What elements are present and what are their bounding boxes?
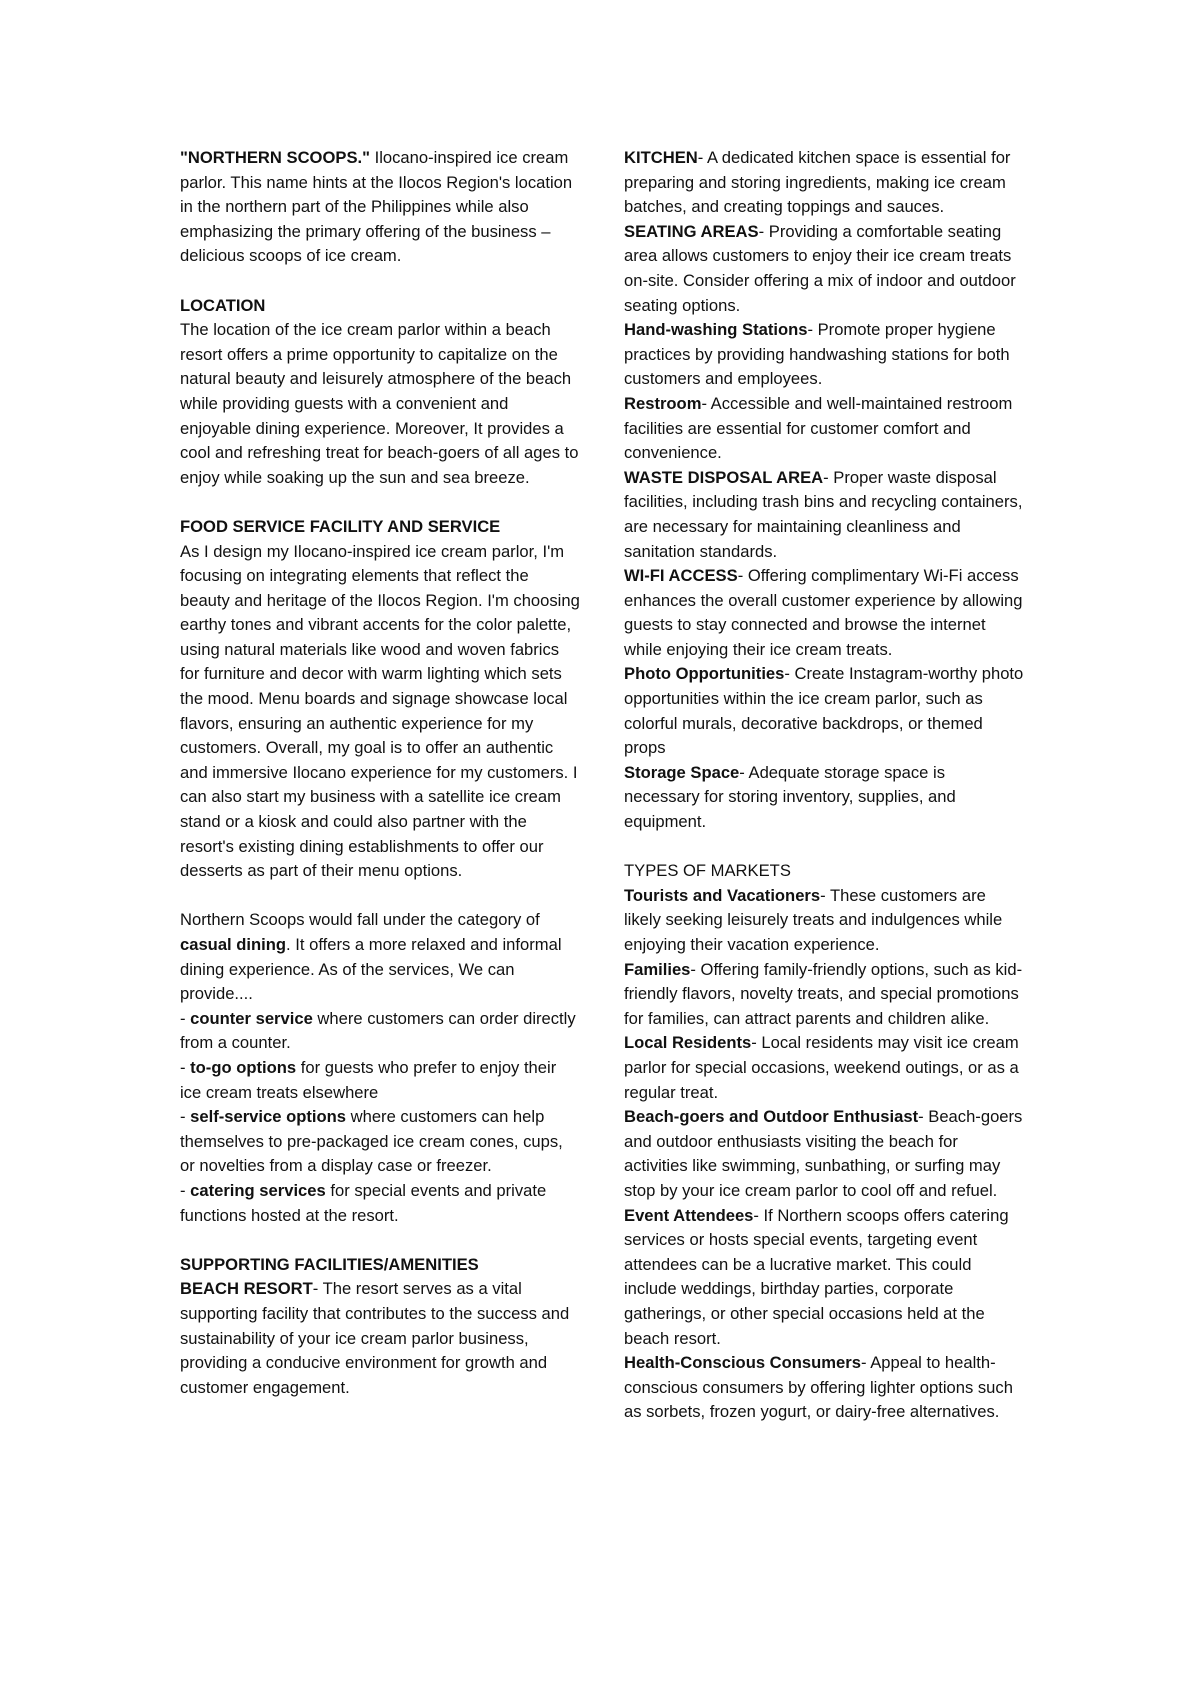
service-item bbox=[180, 1056, 580, 1105]
category-text-post: . It offers a more relaxed and informal dining experience. As of the services, We can provide.... bbox=[180, 935, 562, 1004]
service-item bbox=[180, 1007, 580, 1056]
service-text: where customers can order directly from a counter. bbox=[180, 1008, 576, 1053]
facility-item bbox=[624, 761, 1024, 835]
market-item bbox=[624, 1105, 1024, 1203]
facility-name: BEACH RESORT bbox=[180, 1279, 313, 1299]
market-name: Families bbox=[624, 959, 691, 979]
facility-item bbox=[624, 466, 1024, 564]
intro-paragraph bbox=[180, 146, 580, 269]
facility-text: - Proper waste disposal facilities, including trash bins and recycling containers, are necessary for maintaining cleanliness and sanitation standards. bbox=[624, 467, 1023, 561]
category-paragraph bbox=[180, 908, 580, 1006]
facility-item bbox=[624, 564, 1024, 662]
facility-name: WI-FI ACCESS bbox=[624, 566, 738, 586]
facility-name: Restroom bbox=[624, 393, 702, 413]
facility-text: - The resort serves as a vital supporting facility that contributes to the success and sustainability of your ice cream parlor business, providing a conducive environment for growth and customer engagement. bbox=[180, 1279, 570, 1397]
market-item bbox=[624, 1351, 1024, 1425]
market-item bbox=[624, 1204, 1024, 1352]
service-name: self-service options bbox=[190, 1107, 346, 1127]
facility-text: - A dedicated kitchen space is essential for preparing and storing ingredients, making ice cream batches, and creating toppings and sauces. bbox=[624, 148, 1011, 217]
facility-text: - Adequate storage space is necessary for storing inventory, supplies, and equipment. bbox=[624, 762, 956, 832]
service-item bbox=[180, 1179, 580, 1228]
service-text: for guests who prefer to enjoy their ice cream treats elsewhere bbox=[180, 1057, 557, 1102]
market-text: - Appeal to health-conscious consumers by offering lighter options such as sorbets, frozen yogurt, or dairy-free alternatives. bbox=[624, 1353, 1013, 1422]
facility-text: - Create Instagram-worthy photo opportunities within the ice cream parlor, such as colorful murals, decorative backdrops, or themed props bbox=[624, 664, 1024, 758]
service-text: where customers can help themselves to pre-packaged ice cream cones, cups, or novelties from a display case or freezer. bbox=[180, 1107, 563, 1176]
category-text-pre: Northern Scoops would fall under the category of bbox=[180, 910, 540, 930]
facilities-heading: SUPPORTING FACILITIES/AMENITIES bbox=[180, 1254, 479, 1274]
market-item bbox=[624, 1031, 1024, 1105]
market-name: Local Residents bbox=[624, 1033, 752, 1053]
market-text: - These customers are likely seeking leisurely treats and indulgences while enjoying their vacation experience. bbox=[624, 885, 1003, 954]
category-bold: casual dining bbox=[180, 935, 287, 954]
market-text: - Offering family-friendly options, such as kid-friendly flavors, novelty treats, and special promotions for families, can attract parents and children alike. bbox=[624, 959, 1023, 1028]
business-name: "NORTHERN SCOOPS." bbox=[180, 148, 370, 167]
facility-item bbox=[624, 146, 1024, 220]
facility-name: KITCHEN bbox=[624, 148, 698, 167]
facility-item bbox=[624, 662, 1024, 760]
facility-text: - Promote proper hygiene practices by providing handwashing stations for both customers and employees. bbox=[624, 320, 1010, 389]
food-service-paragraph: As I design my Ilocano-inspired ice cream parlor, I'm focusing on integrating elements that reflect the beauty and heritage of the Ilocos Region. I'm choosing earthy tones and vibrant accents for the color palette, using natural materials like wood and woven fabrics for furniture and decor with warm lighting which sets the mood. Menu boards and signage showcase local flavors, ensuring an authentic experience for my customers. Overall, my goal is to offer an authentic and immersive Ilocano experience for my customers. I can also start my business with a satellite ice cream stand or a kiosk and could also partner with the resort's existing dining establishments to offer our desserts as part of their menu options. bbox=[180, 541, 580, 881]
market-item bbox=[624, 884, 1024, 958]
markets-heading: TYPES OF MARKETS bbox=[624, 861, 791, 881]
market-text: - If Northern scoops offers catering services or hosts special events, targeting event attendees can be a lucrative market. This could include weddings, birthday parties, corporate gatherings, or other special occasions held at the beach resort. bbox=[624, 1205, 1009, 1348]
facility-name: Storage Space bbox=[624, 762, 740, 782]
right-column bbox=[624, 146, 1024, 1425]
service-name: to-go options bbox=[190, 1057, 297, 1077]
service-dash: - bbox=[180, 1180, 191, 1200]
market-text: - Local residents may visit ice cream parlor for special occasions, weekend outings, or as a regular treat. bbox=[624, 1033, 1019, 1102]
location-heading: LOCATION bbox=[180, 295, 266, 315]
facility-name: Hand-washing Stations bbox=[624, 320, 808, 340]
market-name: Tourists and Vacationers bbox=[624, 885, 821, 905]
facility-name: SEATING AREAS bbox=[624, 221, 759, 241]
market-name: Event Attendees bbox=[624, 1205, 754, 1225]
facility-name: WASTE DISPOSAL AREA bbox=[624, 467, 824, 487]
facility-name: Photo Opportunities bbox=[624, 664, 785, 684]
market-text: - Beach-goers and outdoor enthusiasts visiting the beach for activities like swimming, sunbathing, or surfing may stop by your ice cream parlor to cool off and refuel. bbox=[624, 1107, 1023, 1200]
service-name: counter service bbox=[190, 1008, 313, 1028]
food-service-heading: FOOD SERVICE FACILITY AND SERVICE bbox=[180, 516, 501, 536]
facility-text: - Accessible and well-maintained restroom facilities are essential for customer comfort and convenience. bbox=[624, 393, 1013, 463]
service-name: catering services bbox=[190, 1180, 326, 1200]
location-paragraph: The location of the ice cream parlor within a beach resort offers a prime opportunity to capitalize on the natural beauty and leisurely atmosphere of the beach while providing guests with a convenient and enjoyable dining experience. Moreover, It provides a cool and refreshing treat for beach-goers of all ages to enjoy while soaking up the sun and sea breeze. bbox=[180, 320, 579, 487]
service-dash: - bbox=[180, 1057, 191, 1077]
market-name: Health-Conscious Consumers bbox=[624, 1353, 861, 1373]
facility-text: - Providing a comfortable seating area allows customers to enjoy their ice cream treats on-site. Consider offering a mix of indoor and outdoor seating options. bbox=[624, 221, 1016, 315]
facility-text: - Offering complimentary Wi-Fi access enhances the overall customer experience by allowing guests to stay connected and browse the internet while enjoying their ice cream treats. bbox=[624, 566, 1023, 659]
market-item bbox=[624, 958, 1024, 1032]
service-dash: - bbox=[180, 1107, 191, 1127]
service-dash: - bbox=[180, 1008, 191, 1028]
market-name: Beach-goers and Outdoor Enthusiast bbox=[624, 1107, 919, 1127]
intro-text: Ilocano-inspired ice cream parlor. This name hints at the Ilocos Region's location in the northern part of the Philippines while also emphasizing the primary offering of the business – delicious scoops of ice cream. bbox=[180, 148, 573, 266]
left-column bbox=[180, 146, 580, 1400]
service-text: for special events and private functions hosted at the resort. bbox=[180, 1180, 547, 1225]
facility-item bbox=[624, 392, 1024, 466]
facility-item bbox=[624, 318, 1024, 392]
facility-item bbox=[624, 220, 1024, 318]
facility-item bbox=[180, 1277, 580, 1400]
service-item bbox=[180, 1105, 580, 1179]
